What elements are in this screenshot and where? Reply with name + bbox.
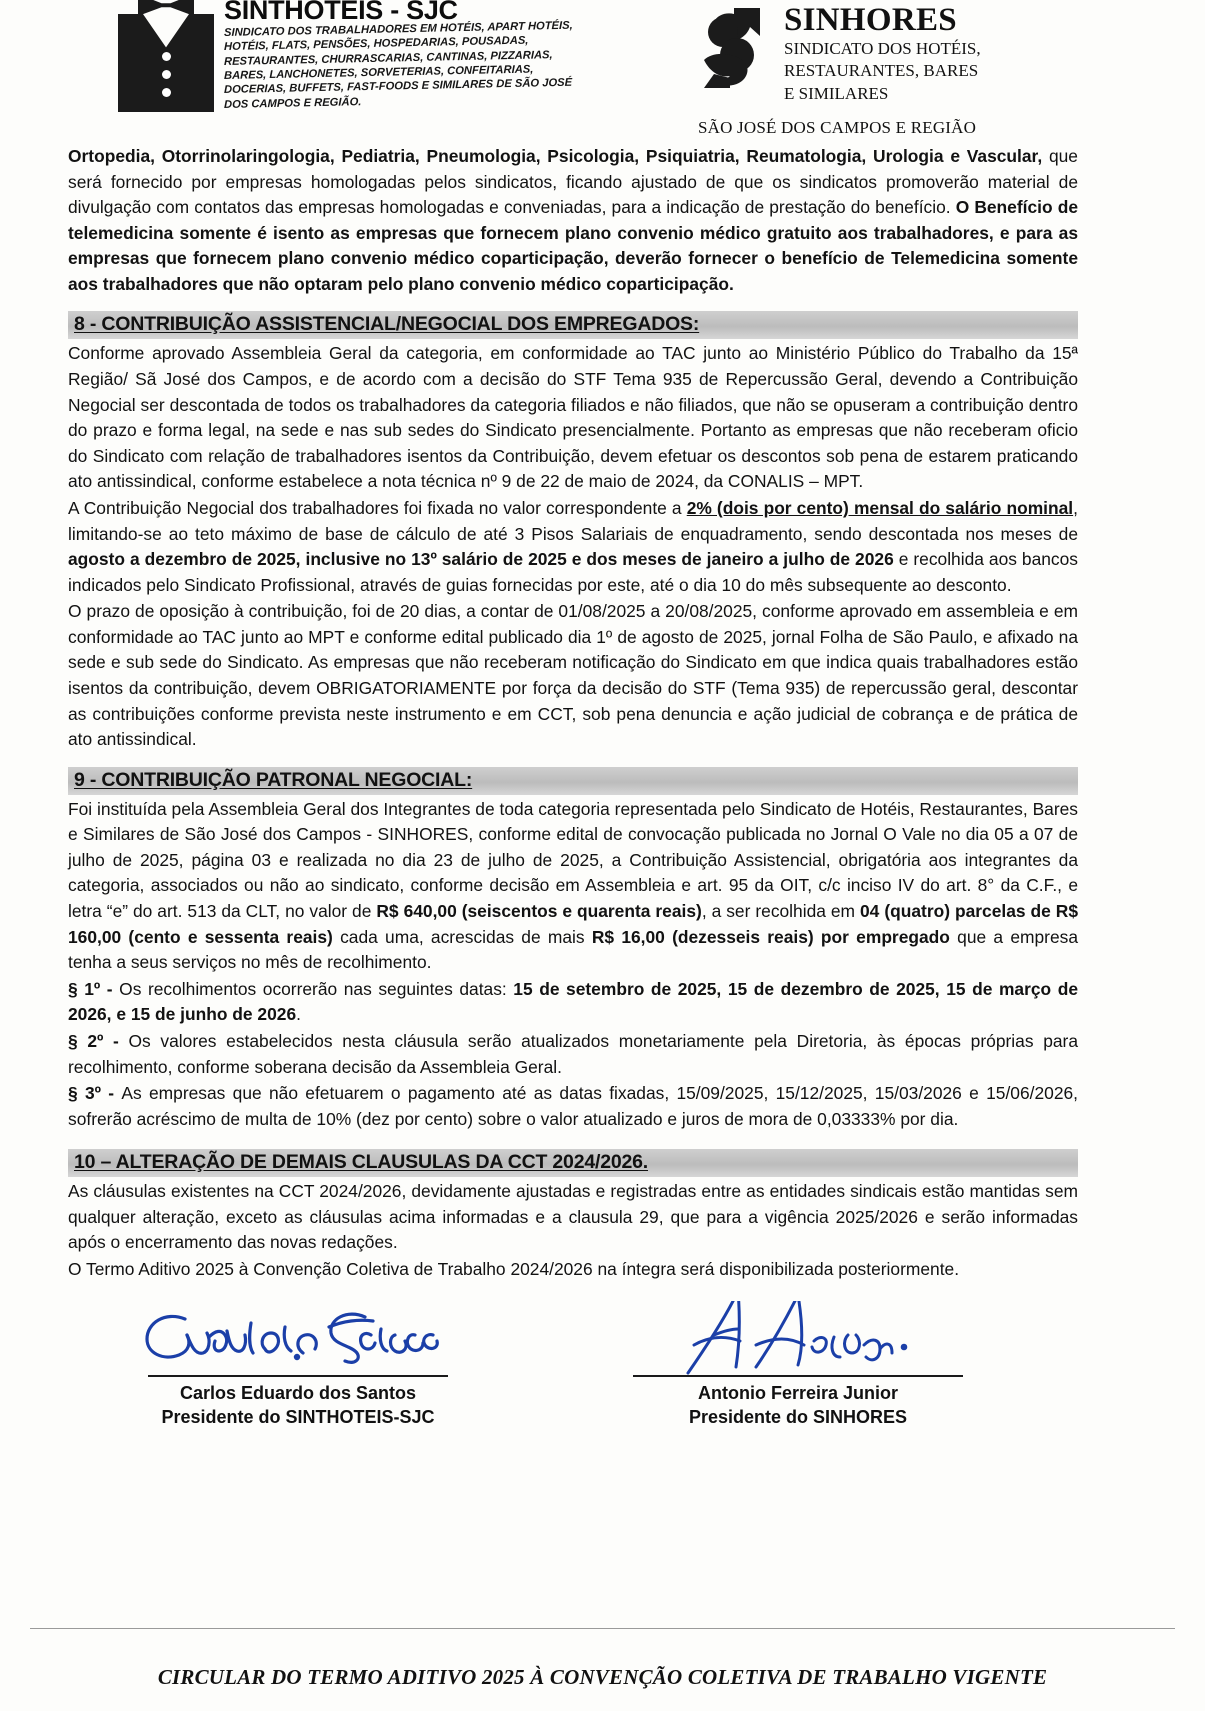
signature-ink-antonio — [608, 1301, 988, 1375]
s9-par3-marker: § 3º - — [68, 1083, 122, 1104]
jacket-shape — [118, 14, 214, 112]
signatory-name-1: Carlos Eduardo dos Santos — [179, 1382, 417, 1403]
footer-caption: CIRCULAR DO TERMO ADITIVO 2025 À CONVENÇÃO COLETIVA DE TRABALHO VIGENTE — [157, 1665, 1048, 1689]
sinhores-title: SINHORES — [784, 2, 957, 38]
section-9-paragraph-1o — [68, 977, 1078, 1028]
s8p2-a: A Contribuição Negocial dos trabalhadores foi fixada no valor correspondente a — [68, 497, 687, 518]
section-9-paragraph-3o — [68, 1081, 1078, 1132]
s9p1-a: Foi instituída pela Assembleia Geral dos Integrantes de toda categoria representada pelo Sindicato de Hotéis, Restaurantes, Bares e Similares de São José dos Campos - SINHORES, conforme edital de convocação publicada no Jornal O Vale no dia 05 a 07 de julho de 2025, página 03 e realizada no dia 23 de julho de 2025, a Contribuição Assistencial, obrigatória aos integrantes da categoria, associados ou não ao sindicato, conforme decisão em Assembleia e art. 95 da OIT, c/c inciso IV do art. 8° da C.F., e letra “e” do art. 513 da CLT, no valor de — [68, 798, 1078, 922]
s8p2-rate: 2% (dois por cento) mensal do salário nominal — [686, 497, 1074, 518]
s9-par1-text: Os recolhimentos ocorrerão nas seguintes datas: — [119, 978, 514, 999]
s9-par1-end: . — [296, 1004, 301, 1025]
section-9-paragraph-1 — [68, 797, 1078, 976]
section-10-paragraph-2: O Termo Aditivo 2025 à Convenção Coletiva de Trabalho 2024/2026 na íntegra será disponibilizada posteriormente. — [68, 1258, 960, 1279]
sinhores-logo-block — [690, 2, 981, 104]
s-swirl-icon — [690, 2, 776, 94]
section-8-paragraph-1: Conforme aprovado Assembleia Geral da categoria, em conformidade ao TAC junto ao Ministério Público do Trabalho da 15ª Região/ Sã José dos Campos, e de acordo com a decisão do STF Tema 935 de Repercussão Geral, devendo a Contribuição Negocial ser descontada de todos os trabalhadores da categoria filiados e não filiados, que não se opuseram a contribuição dentro do prazo e forma legal, na sede e nas sub sedes do Sindicato presencialmente. Portanto as empresas que não receberam oficio do Sindicato com relação de trabalhadores isentos da Contribuição, devem efetuar os descontos sob pena de estarem praticando ato antissindical, conforme estabelece a nota técnica nº 9 de 22 de maio de 2024, da CONALIS – MPT. — [68, 343, 1078, 492]
s9p1-c: cada uma, acrescidas de mais — [332, 926, 592, 947]
signature-area — [68, 1301, 1078, 1471]
section-9-heading-text: 9 - CONTRIBUIÇÃO PATRONAL NEGOCIAL: — [74, 768, 473, 791]
signatory-name-2: Antonio Ferreira Junior — [697, 1382, 899, 1403]
intro-body: que será fornecido por empresas homologadas pelos sindicatos, ficando ajustado de que os sindicatos promoverão material de divulgação com contatos das empresas homologadas e conveniadas, para a indicação de prestação do benefício. — [68, 146, 1078, 218]
signature-block-sinhores — [608, 1301, 988, 1428]
signature-block-sinthoteis — [108, 1301, 488, 1428]
s9-par1-marker: § 1º - — [68, 978, 120, 999]
intro-paragraph — [68, 144, 1078, 297]
sinthoteis-logo-block — [118, 0, 594, 112]
button-dot-1 — [162, 52, 171, 61]
section-10-heading-text: 10 – ALTERAÇÃO DE DEMAIS CLAUSULAS DA CCT 2024/2026. — [74, 1151, 649, 1174]
button-dot-3 — [162, 88, 171, 97]
document-body — [68, 144, 1078, 1471]
s8p2-months: agosto a dezembro de 2025, inclusive no 13º salário de 2025 e dos meses de janeiro a julho de 2026 — [68, 549, 894, 570]
section-8-paragraph-3: O prazo de oposição à contribuição, foi de 20 dias, a contar de 01/08/2025 a 20/08/2025, conforme aprovado em assembleia e em conformidade ao TAC junto ao MPT e conforme edital publicado dia 1º de agosto de 2025, jornal Folha de São Paulo, e afixado na sede e sub sede do Sindicato. As empresas que não receberam notificação do Sindicato em que indica quais trabalhadores estão isentos da contribuição, devem OBRIGATORIAMENTE por força da decisão do STF (Tema 935) de repercussão geral, descontar as contribuições conforme prevista neste instrumento e em CCT, sob pena denuncia e ação judicial de cobrança e de prática de ato antissindical. — [68, 601, 1078, 750]
section-9-heading — [68, 767, 1078, 795]
intro-bold-tail: O Benefício de telemedicina somente é isento as empresas que fornecem plano convenio médico gratuito aos trabalhadores, e para as empresas que fornecem plano convenio médico coparticipação, deverão fornecer o benefício de Telemedicina somente aos trabalhadores que não optaram pelo plano convenio médico coparticipação. — [68, 197, 1078, 294]
button-dot-2 — [162, 70, 171, 79]
s8p2-c: e recolhida aos bancos indicados pelo Sindicato Profissional, através de guias fornecidas por este, até o dia 10 do mês subsequente ao desconto. — [68, 549, 1078, 595]
s8p2-b: , limitando-se ao teto máximo de base de cálculo de até 3 Pisos Salariais de enquadramento, sendo descontada nos meses de — [68, 497, 1078, 544]
s9p1-b: , a ser recolhida em — [701, 901, 861, 922]
s9-par1-dates: 15 de setembro de 2025, 15 de dezembro de 2025, 15 de março de 2026, e 15 de junho de 2026 — [68, 978, 1079, 1025]
s9p1-total-value: R$ 640,00 (seiscentos e quarenta reais) — [376, 901, 702, 922]
sinhores-subtitle-line3: E SIMILARES — [784, 83, 889, 103]
s9-par2-marker: § 2º - — [68, 1030, 129, 1051]
s9p1-installments: 04 (quatro) parcelas de R$ 160,00 (cento e sessenta reais) — [68, 901, 1078, 947]
s9p1-d: que a empresa tenha a seus serviços no mês de recolhimento. — [68, 926, 1078, 973]
section-8-heading — [68, 311, 1078, 339]
section-8-heading-text: 8 - CONTRIBUIÇÃO ASSISTENCIAL/NEGOCIAL DOS EMPREGADOS: — [74, 313, 700, 336]
sinthoteis-title: SINTHOTEIS - SJC — [224, 0, 458, 25]
footer-divider — [30, 1628, 1175, 1629]
tuxedo-icon — [118, 0, 214, 112]
signatory-role-2: Presidente do SINHORES — [688, 1406, 908, 1427]
s9-par3-text: As empresas que não efetuarem o pagamento até as datas fixadas, 15/09/2025, 15/12/2025, 15/03/2026 e 15/06/2026, sofrerão acréscimo de multa de 10% (dez por cento) sobre o valor atualizado e juros de mora de 0,03333% por dia. — [68, 1083, 1078, 1129]
signature-ink-carlos — [108, 1301, 488, 1375]
sinhores-city: SÃO JOSÉ DOS CAMPOS E REGIÃO — [698, 118, 977, 137]
sinthoteis-subtitle: SINDICATO DOS TRABALHADORES EM HOTÉIS, APART HOTÉIS, HOTÉIS, FLATS, PENSÕES, HOSPEDARIAS, POUSADAS, RESTAURANTES, CHURRASCARIAS, CANTINAS, PIZZARIAS, BARES, LANCHONETES, SORVETERIAS, CONFEITARIAS, DOCERIAS, BUFFETS, FAST-FOODS E SIMILARES DE SÃO JOSÉ DOS CAMPOS E REGIÃO. — [224, 20, 573, 111]
section-10-heading — [68, 1149, 1078, 1177]
section-8-paragraph-2 — [68, 496, 1078, 598]
document-header — [0, 0, 1205, 140]
intro-specialties: Ortopedia, Otorrinolaringologia, Pediatria, Pneumologia, Psicologia, Psiquiatria, Reumatologia, Urologia e Vascular, — [68, 146, 1043, 166]
sinhores-subtitle-line2: RESTAURANTES, BARES — [784, 61, 979, 81]
s9-par2-text: Os valores estabelecidos nesta cláusula serão atualizados monetariamente pela Diretoria, às épocas próprias para recolhimento, conforme soberana decisão da Assembleia Geral. — [68, 1030, 1078, 1077]
section-10-paragraph-1: As cláusulas existentes na CCT 2024/2026, devidamente ajustadas e registradas entre as entidades sindicais estão mantidas sem qualquer alteração, exceto as cláusulas acima informadas e a clausula 29, que para a vigência 2025/2026 e serão informadas após o encerramento das novas redações. — [68, 1181, 1078, 1253]
sinhores-subtitle-line1: SINDICATO DOS HOTÉIS, — [784, 39, 981, 58]
signatory-role-1: Presidente do SINTHOTEIS-SJC — [161, 1406, 435, 1427]
bowtie-icon — [138, 0, 194, 16]
s9p1-per-employee: R$ 16,00 (dezesseis reais) por empregado — [591, 926, 950, 947]
section-9-paragraph-2o — [68, 1029, 1078, 1080]
